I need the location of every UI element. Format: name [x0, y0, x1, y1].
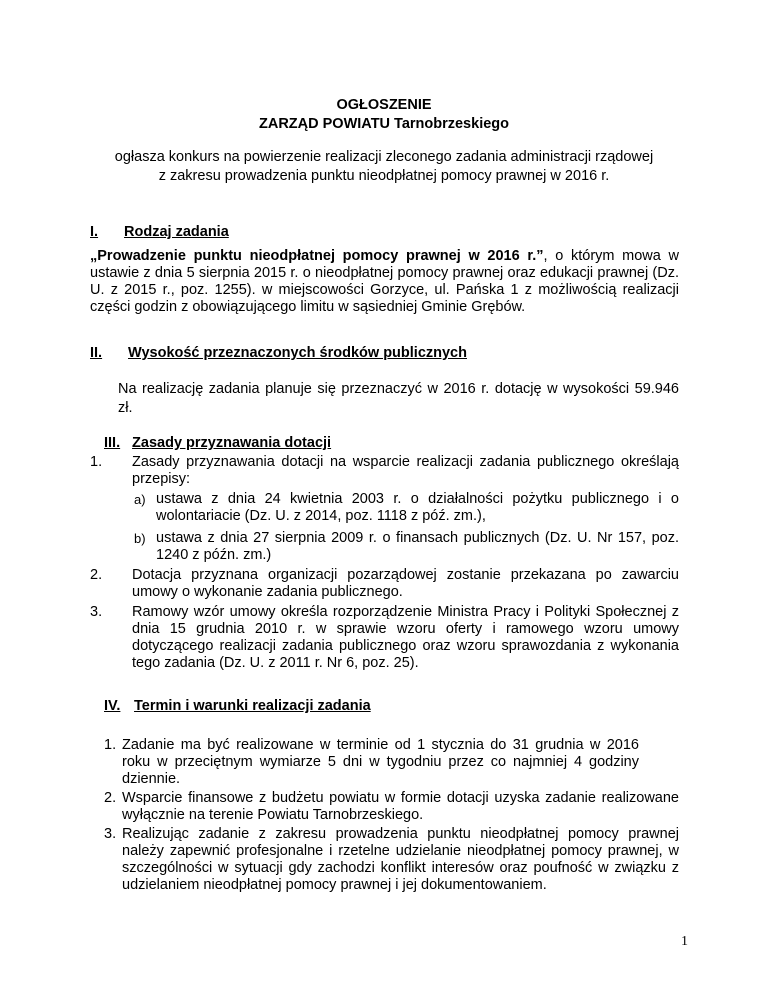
section-2-heading: [90, 344, 467, 362]
section-1-heading: [90, 223, 229, 241]
list-item: 3. Ramowy wzór umowy określa rozporządzenie Ministra Pracy i Polityki Społecznej z dnia 15 grudnia 2010 r. w sprawie wzoru oferty i ramowego wzoru umowy dotyczącego realizacji zadania publicznego oraz wzoru sprawozdania z wykonania tego zadania (Dz. U. z 2011 r. Nr 6, poz. 25).: [90, 604, 679, 671]
section-3-heading: [104, 434, 331, 452]
section-4-heading: [104, 697, 371, 715]
section-2-title: Wysokość przeznaczonych środków publicznych: [128, 345, 467, 361]
section-4-number: IV.: [104, 698, 121, 714]
section-1-text: , o którym mowa w ustawie z dnia 5 sierpnia 2015 r. o nieodpłatnej pomocy prawnej oraz edukacji prawnej (Dz. U. z 2015 r., poz. 1255). w miejscowości Gorzyce, ul. Pańska 1 z możliwością realizacji części godzin z obowiązującego limitu w sąsiedniej Gminie Grębów.: [90, 248, 680, 315]
list-item: 1. Zasady przyznawania dotacji na wsparcie realizacji zadania publicznego określają przepisy:: [90, 454, 679, 487]
page-number: 1: [681, 934, 688, 949]
section-1-number: I.: [90, 224, 99, 240]
title-line-1: OGŁOSZENIE: [336, 97, 432, 113]
document-title: [0, 96, 768, 134]
intro-line-2: z zakresu prowadzenia punktu nieodpłatnej pomocy prawnej w 2016 r.: [158, 168, 610, 184]
sub-list-item: b) ustawa z dnia 27 sierpnia 2009 r. o finansach publicznych (Dz. U. Nr 157, poz. 1240 z późn. zm.): [134, 530, 679, 563]
title-line-2: ZARZĄD POWIATU Tarnobrzeskiego: [259, 116, 509, 132]
section-1-body: [90, 248, 679, 316]
list-item: 3. Realizując zadanie z zakresu prowadzenia punktu nieodpłatnej pomocy prawnej należy zapewnić profesjonalne i rzetelne udzielanie nieodpłatnej pomocy prawnej, w szczególności w sytuacji gdy zachodzi konflikt interesów oraz poufność w związku z udzielaniem nieodpłatnej pomocy prawnej i jej dokumentowaniem.: [104, 826, 679, 893]
section-4-title: Termin i warunki realizacji zadania: [134, 698, 371, 714]
task-name: „Prowadzenie punktu nieodpłatnej pomocy prawnej w 2016 r.”: [90, 248, 544, 264]
list-item: 1. Zadanie ma być realizowane w terminie od 1 stycznia do 31 grudnia w 2016 roku w przeciętnym wymiarze 5 dni w tygodniu przez co najmniej 4 godziny dziennie.: [104, 737, 639, 787]
section-3-number: III.: [104, 435, 121, 451]
intro-line-1: ogłasza konkurs na powierzenie realizacji zleconego zadania administracji rządowej: [114, 149, 654, 165]
sub-list-item: a) ustawa z dnia 24 kwietnia 2003 r. o działalności pożytku publicznego i o wolontariacie (Dz. U. z 2014, poz. 1118 z póź. zm.),: [134, 491, 679, 524]
section-2-body: Na realizację zadania planuje się przeznaczyć w 2016 r. dotację w wysokości 59.946 zł.: [118, 381, 679, 416]
section-2-number: II.: [90, 345, 103, 361]
list-item: 2. Wsparcie finansowe z budżetu powiatu w formie dotacji uzyska zadanie realizowane wyłącznie na terenie Powiatu Tarnobrzeskiego.: [104, 790, 679, 823]
section-1-title: Rodzaj zadania: [124, 224, 229, 240]
intro-text: [80, 148, 688, 186]
section-3-title: Zasady przyznawania dotacji: [132, 435, 332, 451]
list-item: 2. Dotacja przyznana organizacji pozarządowej zostanie przekazana po zawarciu umowy o wykonanie zadania publicznego.: [90, 567, 679, 600]
